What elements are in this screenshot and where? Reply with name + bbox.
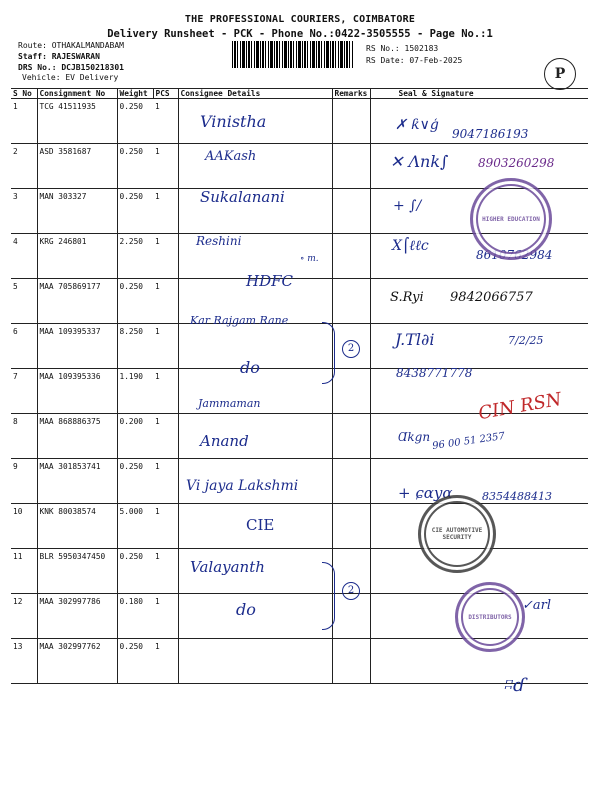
signature-4: X⌠ℓℓc [392, 238, 429, 254]
weight-cell: 0.250 [117, 279, 153, 324]
col-header-signature: Seal & Signature [370, 89, 588, 99]
remarks-cell [332, 414, 370, 459]
weight-cell: 5.000 [117, 504, 153, 549]
table-header-row [11, 89, 588, 99]
hw-phone-3: 8610762984 [476, 248, 553, 262]
hw-phone-2: 8903260298 [478, 156, 555, 170]
pcs-cell: 1 [153, 99, 178, 144]
consignment-cell: MAA 868886375 [37, 414, 117, 459]
bracket-rows-6-7 [322, 322, 335, 384]
bracket-rows-12-13 [322, 562, 335, 630]
consignment-cell: MAA 301853741 [37, 459, 117, 504]
consignment-cell: KRG 246801 [37, 234, 117, 279]
rs-number: RS No.: 1502183 [366, 44, 439, 53]
sno-cell: 10 [11, 504, 37, 549]
pcs-cell: 1 [153, 234, 178, 279]
stamp-distributors [455, 582, 525, 652]
route-line: Route: OTHAKALMANDABAM [18, 41, 124, 50]
consignment-cell: KNK 80038574 [37, 504, 117, 549]
signature-bottom: ʭɗ [505, 675, 526, 696]
stamp-distributors-text: DISTRIBUTORS [468, 613, 512, 621]
hw-consignee-9: Anand [200, 432, 249, 450]
weight-cell: 0.250 [117, 549, 153, 594]
weight-cell: 0.250 [117, 189, 153, 234]
remarks-cell [332, 189, 370, 234]
table-row [11, 324, 588, 369]
sno-cell: 3 [11, 189, 37, 234]
weight-cell: 0.250 [117, 99, 153, 144]
signature-8: + ɕɑyɑ [398, 484, 453, 502]
signature-2: ✕ Ʌnk∫ [390, 152, 449, 171]
pcs-cell: 1 [153, 459, 178, 504]
page-mark-circle [544, 58, 576, 90]
hw-phone-1: 9047186193 [452, 127, 529, 141]
vehicle-line: Vehicle: EV Delivery [22, 73, 119, 82]
hw-bracket-mark-2: 2 [342, 582, 360, 600]
pcs-cell: 1 [153, 639, 178, 684]
sno-cell: 8 [11, 414, 37, 459]
hw-phone-4: 9842066757 [450, 290, 533, 305]
drs-label: DRS No.: [18, 63, 57, 72]
signature-6: J.Tl∂i [395, 330, 435, 349]
hw-phone-5: 8438771778 [396, 366, 473, 380]
consignee-cell [178, 639, 332, 684]
hw-consignee-10: Vi jaya Lakshmi [186, 478, 299, 494]
hw-red-note: CIN RSN [476, 388, 564, 425]
signature-3: + ∫/ [393, 198, 422, 214]
table-row [11, 504, 588, 549]
barcode [232, 41, 354, 68]
weight-cell: 2.250 [117, 234, 153, 279]
hw-consignee-6: Kar Rajgam Rane [190, 314, 289, 327]
sno-cell: 9 [11, 459, 37, 504]
consignment-cell: TCG 41511935 [37, 99, 117, 144]
remarks-cell [332, 369, 370, 414]
col-header-weight: Weight [117, 89, 153, 99]
sno-cell: 12 [11, 594, 37, 639]
weight-cell: 8.250 [117, 324, 153, 369]
signature-9: ✓arl [522, 598, 552, 613]
weight-cell: 0.180 [117, 594, 153, 639]
company-title: THE PROFESSIONAL COURIERS, COIMBATORE [184, 14, 416, 25]
staff-label: Staff: [18, 52, 47, 61]
col-header-remarks: Remarks [332, 89, 370, 99]
staff-line [18, 52, 100, 62]
pcs-cell: 1 [153, 189, 178, 234]
signature-7: Ɑkgn [398, 430, 431, 444]
pcs-cell: 1 [153, 144, 178, 189]
remarks-cell [332, 144, 370, 189]
sno-cell: 13 [11, 639, 37, 684]
pcs-cell: 1 [153, 549, 178, 594]
pcs-cell: 1 [153, 594, 178, 639]
pcs-cell: 1 [153, 324, 178, 369]
sno-cell: 1 [11, 99, 37, 144]
hw-consignee-13: do [236, 600, 256, 619]
hw-date-note: 7/2/25 [508, 334, 544, 347]
remarks-cell [332, 234, 370, 279]
consignment-cell: MAA 705869177 [37, 279, 117, 324]
remarks-cell [332, 639, 370, 684]
hw-consignee-11: CIE [246, 516, 275, 534]
sno-cell: 6 [11, 324, 37, 369]
drs-number: DCJB150218301 [61, 63, 124, 72]
col-header-pcs: PCS [153, 89, 178, 99]
remarks-cell [332, 459, 370, 504]
rs-date: RS Date: 07-Feb-2025 [366, 56, 463, 65]
weight-cell: 0.200 [117, 414, 153, 459]
col-header-sno: S No [11, 89, 37, 99]
hw-consignee-5: HDFC [246, 272, 293, 290]
consignment-cell: MAA 109395337 [37, 324, 117, 369]
sno-cell: 7 [11, 369, 37, 414]
sno-cell: 2 [11, 144, 37, 189]
stamp-higher-education-text: HIGHER EDUCATION [482, 215, 540, 223]
hw-consignee-12: Valayanth [190, 558, 265, 576]
hw-bracket-mark-1: 2 [342, 340, 360, 358]
consignment-cell: MAA 109395336 [37, 369, 117, 414]
hw-phone-6: 96 00 51 2357 [431, 430, 506, 453]
drs-line [18, 63, 124, 73]
weight-cell: 0.250 [117, 639, 153, 684]
weight-cell: 1.190 [117, 369, 153, 414]
pcs-cell: 1 [153, 504, 178, 549]
sno-cell: 5 [11, 279, 37, 324]
hw-consignee-4: Reshini [196, 234, 242, 248]
col-header-consignee: Consignee Details [178, 89, 332, 99]
pcs-cell: 1 [153, 414, 178, 459]
remarks-cell [332, 279, 370, 324]
pcs-cell: 1 [153, 279, 178, 324]
runsheet-subtitle: Delivery Runsheet - PCK - Phone No.:0422-3505555 - Page No.:1 [107, 28, 493, 40]
remarks-cell [332, 504, 370, 549]
page-mark-text: P [554, 66, 566, 82]
pcs-cell: 1 [153, 369, 178, 414]
stamp-higher-education [470, 178, 552, 260]
weight-cell: 0.250 [117, 144, 153, 189]
signature-5: S.Ryi [390, 290, 424, 305]
sno-cell: 4 [11, 234, 37, 279]
consignment-cell: MAA 302997786 [37, 594, 117, 639]
consignment-cell: ASD 3581687 [37, 144, 117, 189]
staff-name: RAJESWARAN [51, 52, 100, 61]
consignment-cell: MAN 303327 [37, 189, 117, 234]
remarks-cell [332, 99, 370, 144]
consignment-cell: MAA 302997762 [37, 639, 117, 684]
stamp-cie-automotive-text: CIE AUTOMOTIVE SECURITY [431, 527, 483, 541]
consignment-cell: BLR 5950347450 [37, 549, 117, 594]
hw-consignee-1: Vinistha [200, 112, 267, 131]
hw-consignee-2: AAKash [205, 149, 257, 164]
hw-margin-note: ∘ m. [300, 254, 319, 264]
signature-1: ✗ ƙ∨ģ [395, 117, 439, 133]
sno-cell: 11 [11, 549, 37, 594]
col-header-consignment: Consignment No [37, 89, 117, 99]
hw-consignee-8: Jammaman [198, 397, 261, 410]
remarks-cell [332, 594, 370, 639]
hw-consignee-3: Sukalanani [200, 188, 285, 206]
hw-consignee-7: do [240, 358, 260, 377]
stamp-cie-automotive [418, 495, 496, 573]
weight-cell: 0.250 [117, 459, 153, 504]
hw-phone-7: 8354488413 [482, 490, 552, 503]
